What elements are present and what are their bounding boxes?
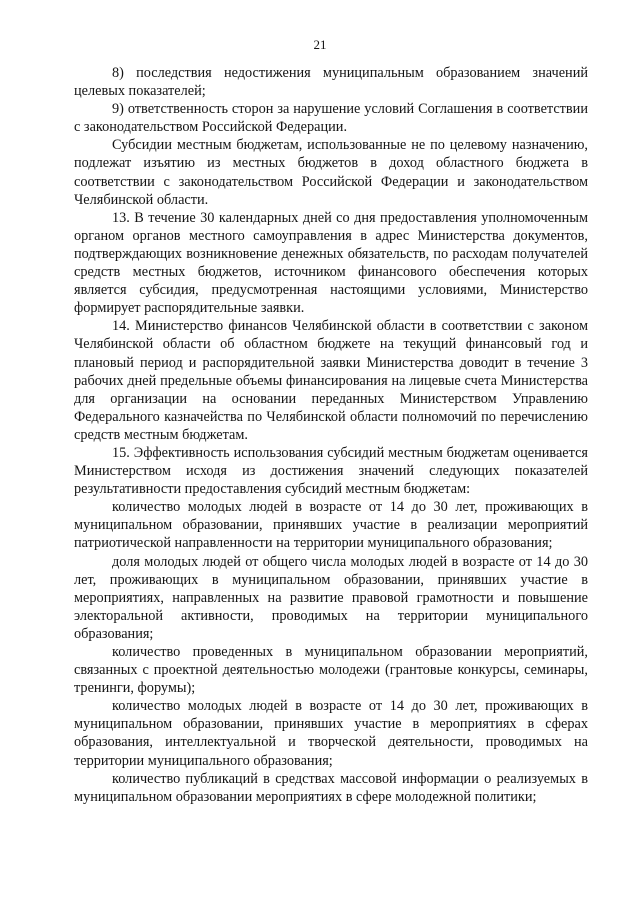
paragraph-item-8: 8) последствия недостижения муниципальным образованием значений целевых показателей; xyxy=(74,65,588,100)
document-body xyxy=(74,64,588,806)
paragraph-clause-13: 13. В течение 30 календарных дней со дня предоставления уполномоченным органом органов местного самоуправления в адрес Министерства документов, подтверждающих возникновение денежных обязательств, по расходам получателей средств местных бюджетов, источником финансового обеспечения которых является субсидия, предусмотренная настоящими условиями, Министерство формирует распорядительные заявки. xyxy=(74,209,588,317)
paragraph-clause-14: 14. Министерство финансов Челябинской области в соответствии с законом Челябинской области об областном бюджете на текущий финансовый год и плановый период и распорядительной заявки Министерства доводит в течение 3 рабочих дней предельные объемы финансирования на лицевые счета Министерства для организации на основании переданных Министерством Управлению Федерального казначейства по Челябинской области полномочий по перечислению средств местным бюджетам. xyxy=(74,318,588,443)
paragraph-clause-15: 15. Эффективность использования субсидий местным бюджетам оценивается Министерством исходя из достижения значений следующих показателей результативности предоставления субсидий местным бюджетам: xyxy=(74,444,588,498)
paragraph-subsidy-misuse: Субсидии местным бюджетам, использованные не по целевому назначению, подлежат изъятию из местных бюджетов в доход областного бюджета в соответствии с законодательством Российской Федерации и законодательством Челябинской области. xyxy=(74,137,588,208)
page-number: 21 xyxy=(313,37,327,52)
indicator-patriotic-events: количество молодых людей в возрасте от 14 до 30 лет, проживающих в муниципальном образовании, принявших участие в реализации мероприятий патриотической направленности на территории муниципального образования; xyxy=(74,499,588,552)
paragraph-item-9: 9) ответственность сторон за нарушение условий Соглашения в соответствии с законодательством Российской Федерации. xyxy=(74,101,588,136)
indicator-legal-literacy-share: доля молодых людей от общего числа молодых людей в возрасте от 14 до 30 лет, проживающих в муниципальном образовании, принявших участие в мероприятиях, направленных на развитие правовой грамотности и повышение электоральной активности, проводимых на территории муниципального образования; xyxy=(74,553,588,642)
indicator-project-events: количество проведенных в муниципальном образовании мероприятий, связанных с проектной деятельностью молодежи (грантовые конкурсы, семинары, тренинги, форумы); xyxy=(74,644,588,697)
indicator-media-publications: количество публикаций в средствах массовой информации о реализуемых в муниципальном образовании мероприятиях в сфере молодежной политики; xyxy=(74,770,588,805)
indicator-education-events: количество молодых людей в возрасте от 14 до 30 лет, проживающих в муниципальном образовании, принявших участие в мероприятиях в сферах образования, интеллектуальной и творческой деятельности, проводимых на территории муниципального образования; xyxy=(74,698,588,769)
